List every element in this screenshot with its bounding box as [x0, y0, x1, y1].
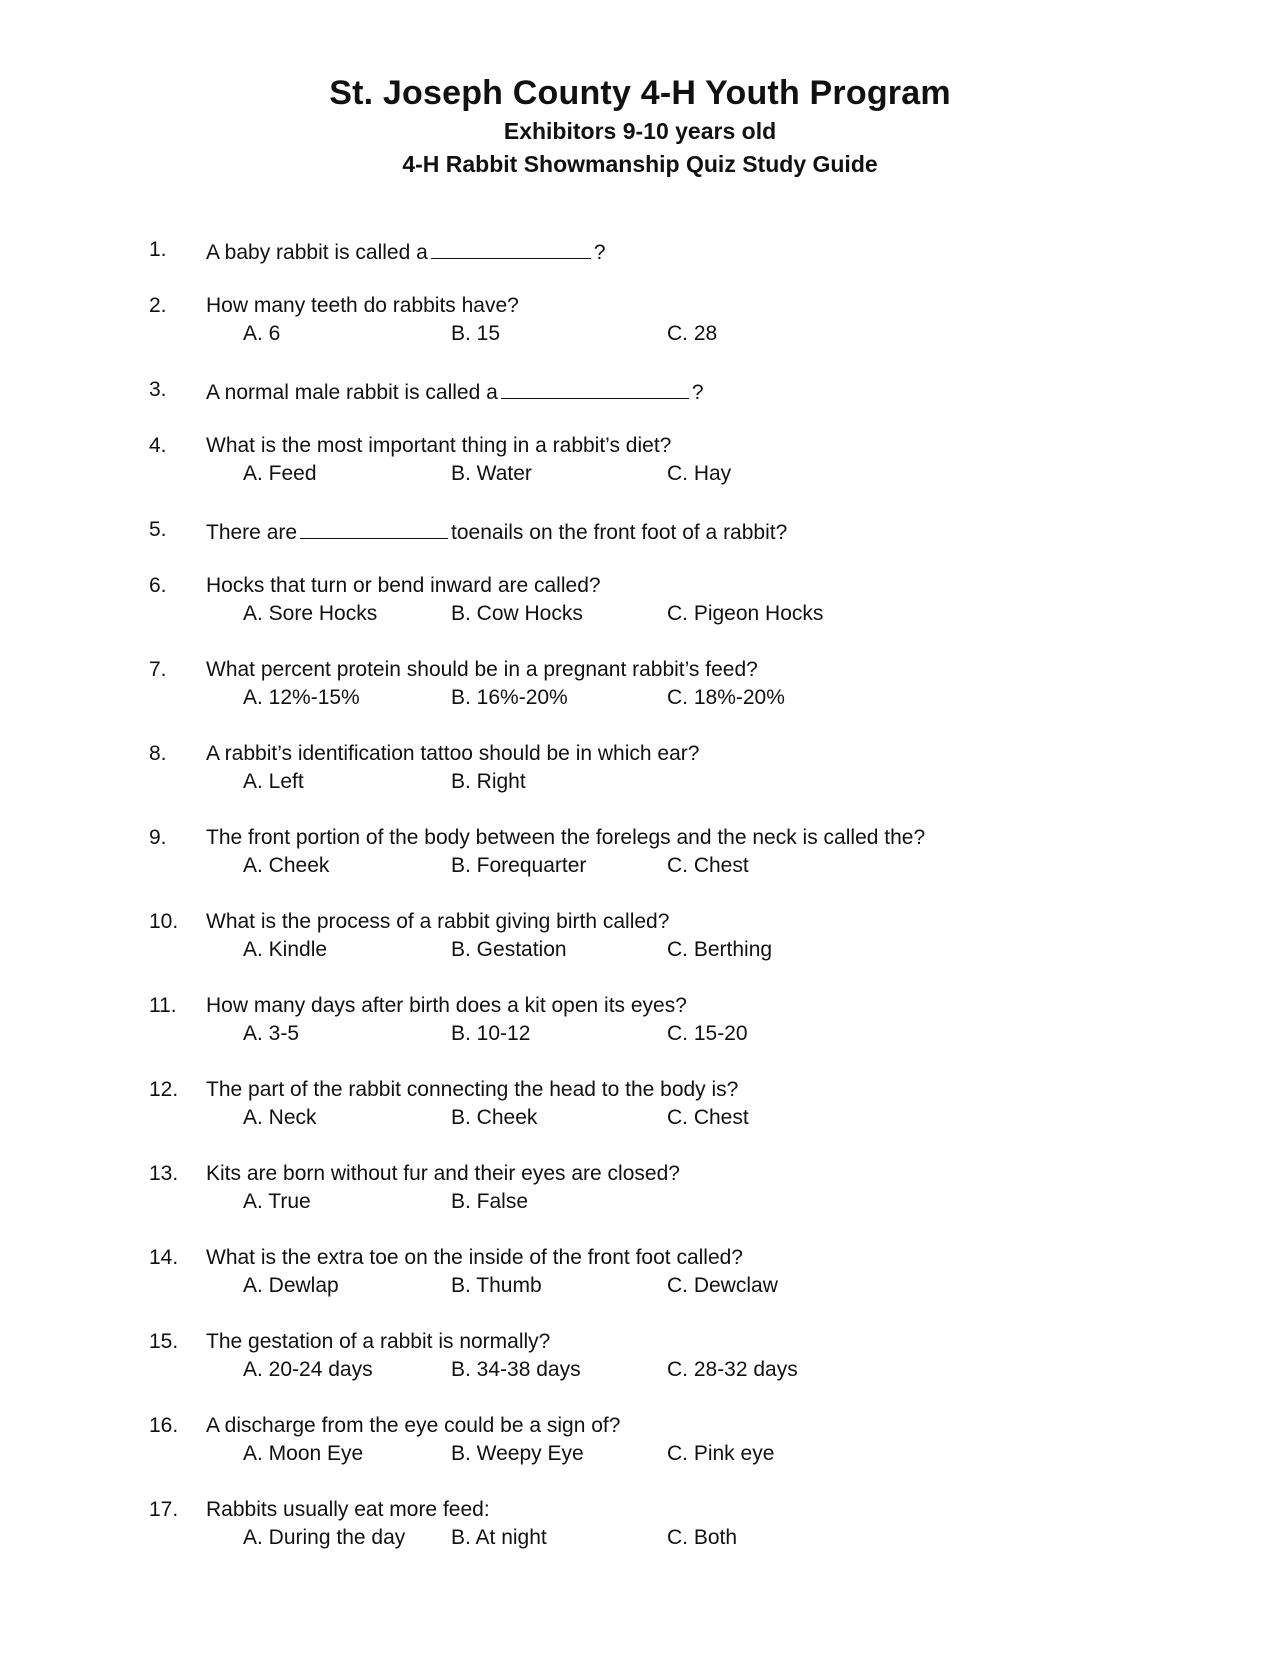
option-b: B. Thumb [451, 1274, 542, 1297]
option-c: C. 28-32 days [667, 1358, 798, 1381]
question-text: What percent protein should be in a pregnant rabbit’s feed? [206, 658, 758, 681]
option-a: A. 3-5 [243, 1022, 300, 1045]
option-a: A. Dewlap [243, 1274, 339, 1297]
option-b: B. Cheek [451, 1106, 538, 1129]
question-text: There are toenails on the front foot of a rabbit? [206, 518, 787, 545]
question-text: Kits are born without fur and their eyes are closed? [206, 1162, 680, 1185]
question-text: What is the process of a rabbit giving birth called? [206, 910, 670, 933]
question-number: 14. [149, 1246, 179, 1269]
page-title: St. Joseph County 4-H Youth Program [329, 74, 951, 112]
option-b: B. 16%-20% [451, 686, 568, 709]
question-number: 17. [149, 1498, 179, 1521]
option-c: C. Dewclaw [667, 1274, 778, 1297]
option-a: A. Cheek [243, 854, 330, 877]
question-text: A discharge from the eye could be a sign of? [206, 1414, 621, 1437]
option-c: C. Pink eye [667, 1442, 775, 1465]
question-text: Rabbits usually eat more feed: [206, 1498, 490, 1521]
option-c: C. 15-20 [667, 1022, 748, 1045]
option-c: C. Both [667, 1526, 738, 1549]
option-c: C. Berthing [667, 938, 773, 961]
question-number: 3. [149, 378, 167, 401]
option-a: A. 6 [243, 322, 281, 345]
question-text: The part of the rabbit connecting the head to the body is? [206, 1078, 739, 1101]
question-number: 2. [149, 294, 167, 317]
option-b: B. Gestation [451, 938, 567, 961]
question-text: What is the most important thing in a rabbit’s diet? [206, 434, 672, 457]
answer-blank [431, 238, 591, 259]
question-text: A rabbit’s identification tattoo should be in which ear? [206, 742, 700, 765]
option-b: B. Right [451, 770, 526, 793]
option-b: B. Water [451, 462, 532, 485]
option-a: A. Feed [243, 462, 317, 485]
question-number: 5. [149, 518, 167, 541]
answer-blank [501, 378, 689, 399]
option-b: B. Cow Hocks [451, 602, 583, 625]
question-text: The front portion of the body between the forelegs and the neck is called the? [206, 826, 926, 849]
option-a: A. Left [243, 770, 304, 793]
question-number: 13. [149, 1162, 179, 1185]
question-number: 6. [149, 574, 167, 597]
question-number: 11. [149, 994, 177, 1017]
question-number: 9. [149, 826, 167, 849]
option-b: B. False [451, 1190, 529, 1213]
question-text: A baby rabbit is called a ? [206, 238, 606, 265]
option-a: A. 20-24 days [243, 1358, 373, 1381]
question-number: 12. [149, 1078, 179, 1101]
option-b: B. 10-12 [451, 1022, 531, 1045]
question-text: How many days after birth does a kit open its eyes? [206, 994, 687, 1017]
question-number: 8. [149, 742, 167, 765]
option-a: A. True [243, 1190, 311, 1213]
option-a: A. Sore Hocks [243, 602, 378, 625]
question-text: A normal male rabbit is called a ? [206, 378, 704, 405]
option-c: C. Chest [667, 854, 749, 877]
option-b: B. 15 [451, 322, 501, 345]
question-text: What is the extra toe on the inside of the front foot called? [206, 1246, 743, 1269]
question-text: How many teeth do rabbits have? [206, 294, 519, 317]
option-b: B. Forequarter [451, 854, 587, 877]
guide-title: 4-H Rabbit Showmanship Quiz Study Guide [402, 151, 878, 177]
option-b: B. Weepy Eye [451, 1442, 584, 1465]
option-b: B. At night [451, 1526, 547, 1549]
question-number: 4. [149, 434, 167, 457]
option-c: C. Pigeon Hocks [667, 602, 824, 625]
option-c: C. 18%-20% [667, 686, 785, 709]
question-number: 15. [149, 1330, 179, 1353]
option-a: A. Kindle [243, 938, 328, 961]
option-a: A. During the day [243, 1526, 406, 1549]
option-c: C. 28 [667, 322, 718, 345]
question-number: 7. [149, 658, 167, 681]
answer-blank [300, 518, 448, 539]
option-b: B. 34-38 days [451, 1358, 581, 1381]
question-text: The gestation of a rabbit is normally? [206, 1330, 551, 1353]
option-a: A. Moon Eye [243, 1442, 364, 1465]
question-text: Hocks that turn or bend inward are called? [206, 574, 601, 597]
page-subtitle: Exhibitors 9-10 years old [503, 118, 777, 144]
question-number: 1. [149, 238, 167, 261]
question-number: 16. [149, 1414, 179, 1437]
option-a: A. Neck [243, 1106, 317, 1129]
option-c: C. Chest [667, 1106, 749, 1129]
option-c: C. Hay [667, 462, 732, 485]
option-a: A. 12%-15% [243, 686, 360, 709]
question-number: 10. [149, 910, 179, 933]
